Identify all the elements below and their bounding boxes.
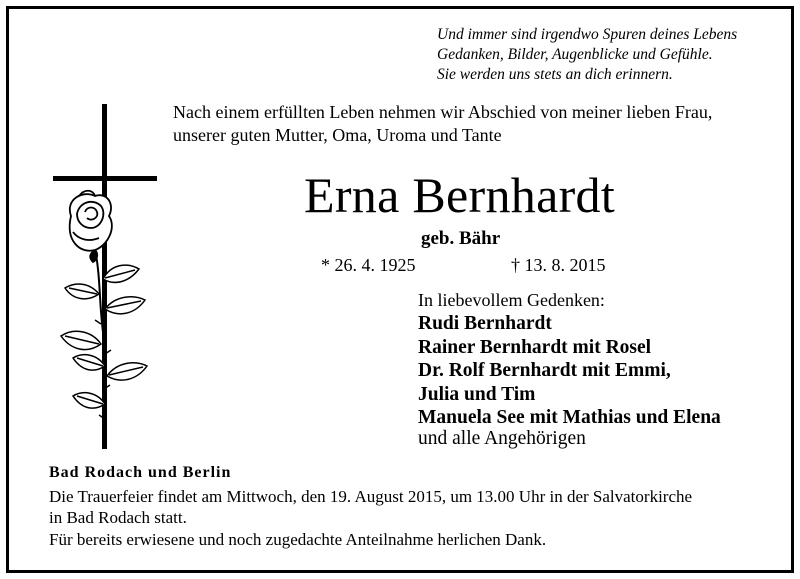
funeral-service-info — [49, 487, 692, 528]
quote-line: Gedanken, Bilder, Augenblicke und Gefühle. — [437, 46, 713, 63]
death-date: † 13. 8. 2015 — [511, 255, 606, 275]
mourner-name: Rudi Bernhardt — [418, 313, 552, 334]
mourners-list — [418, 312, 721, 430]
mourner-name: Rainer Bernhardt mit Rosel — [418, 336, 652, 358]
place-line: Bad Rodach und Berlin — [49, 464, 232, 481]
obituary-notice — [6, 6, 794, 573]
mourners-closing: und alle Angehörigen — [418, 428, 586, 449]
deceased-name: Erna Bernhardt — [304, 167, 616, 223]
intro-line: Nach einem erfüllten Leben nehmen wir Abschied von meiner lieben Frau, — [173, 102, 713, 122]
mourner-name: Dr. Rolf Bernhardt mit Emmi, — [418, 360, 671, 381]
maiden-name: geb. Bähr — [421, 228, 501, 249]
mourner-name: Julia und Tim — [418, 383, 536, 405]
farewell-intro — [173, 101, 712, 147]
quote-line: Sie werden uns stets an dich erinnern. — [437, 66, 673, 83]
birth-date: * 26. 4. 1925 — [321, 255, 416, 275]
mourners-intro: In liebevollem Gedenken: — [418, 290, 605, 310]
mourner-name: Manuela See mit Mathias und Elena — [418, 407, 721, 428]
memorial-quote — [437, 25, 737, 85]
service-line: Die Trauerfeier findet am Mittwoch, den 19. August 2015, um 13.00 Uhr in der Salvatorkirche — [49, 487, 693, 506]
thanks-line: Für bereits erwiesene und noch zugedachte Anteilnahme herlichen Dank. — [49, 530, 547, 549]
intro-line: unserer guten Mutter, Oma, Uroma und Tante — [173, 125, 502, 145]
quote-line: Und immer sind irgendwo Spuren deines Lebens — [437, 26, 738, 43]
cross-with-rose-icon — [49, 104, 161, 449]
service-line: in Bad Rodach statt. — [49, 507, 187, 527]
cross-horizontal-beam — [53, 176, 157, 181]
